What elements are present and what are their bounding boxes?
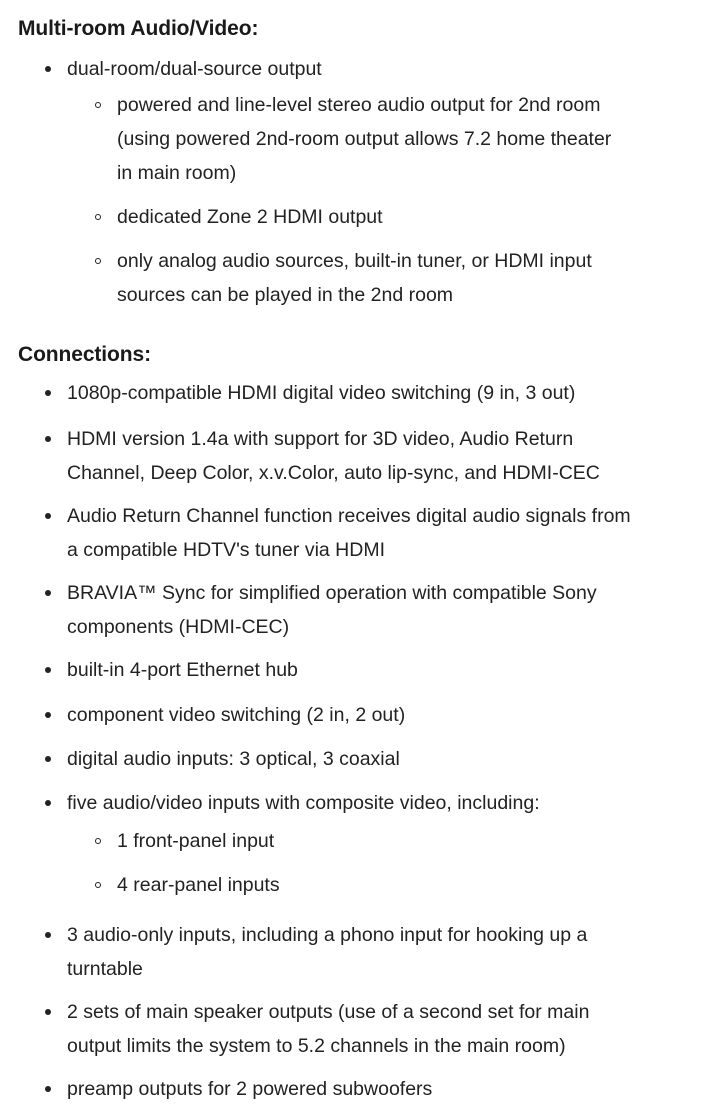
circle-bullet-icon xyxy=(95,882,101,888)
bullet-icon xyxy=(45,1009,51,1015)
bullet-icon xyxy=(45,667,51,673)
bullet-icon xyxy=(45,800,51,806)
list-item-line: five audio/video inputs with composite video, including: xyxy=(67,792,540,814)
sub-list-item-line: sources can be played in the 2nd room xyxy=(117,284,454,306)
list-item-line: preamp outputs for 2 powered subwoofers xyxy=(67,1078,433,1100)
sub-list-item-line: powered and line-level stereo audio output for 2nd room xyxy=(117,94,601,116)
sub-list-item-line: (using powered 2nd-room output allows 7.2 home theater xyxy=(117,128,612,150)
sub-list-item-line: 4 rear-panel inputs xyxy=(117,874,280,896)
section-heading-connections: Connections: xyxy=(18,343,151,366)
list-item: dual-room/dual-source output xyxy=(67,58,322,80)
bullet-icon xyxy=(45,513,51,519)
bullet-icon xyxy=(45,1086,51,1092)
bullet-icon xyxy=(45,590,51,596)
bullet-icon xyxy=(45,390,51,396)
bullet-icon xyxy=(45,66,51,72)
circle-bullet-icon xyxy=(95,838,101,844)
list-item-line: built-in 4-port Ethernet hub xyxy=(67,659,298,681)
list-item-line: turntable xyxy=(67,958,143,980)
sub-list-item-line: in main room) xyxy=(117,162,237,184)
list-item-line: component video switching (2 in, 2 out) xyxy=(67,704,406,726)
sub-list-item-line: dedicated Zone 2 HDMI output xyxy=(117,206,383,228)
bullet-icon xyxy=(45,436,51,442)
section-heading-multi-room: Multi-room Audio/Video: xyxy=(18,17,259,40)
list-item-line: BRAVIA™ Sync for simplified operation with compatible Sony xyxy=(67,582,597,604)
bullet-icon xyxy=(45,756,51,762)
list-item-line: digital audio inputs: 3 optical, 3 coaxial xyxy=(67,748,400,770)
list-item-line: 3 audio-only inputs, including a phono input for hooking up a xyxy=(67,924,588,946)
list-item-line: 2 sets of main speaker outputs (use of a second set for main xyxy=(67,1001,590,1023)
list-item-line: 1080p-compatible HDMI digital video switching (9 in, 3 out) xyxy=(67,382,576,404)
circle-bullet-icon xyxy=(95,102,101,108)
bullet-icon xyxy=(45,712,51,718)
circle-bullet-icon xyxy=(95,258,101,264)
list-item-line: output limits the system to 5.2 channels in the main room) xyxy=(67,1035,566,1057)
list-item-line: HDMI version 1.4a with support for 3D video, Audio Return xyxy=(67,428,574,450)
sub-list-item-line: only analog audio sources, built-in tuner, or HDMI input xyxy=(117,250,592,272)
bullet-icon xyxy=(45,932,51,938)
circle-bullet-icon xyxy=(95,214,101,220)
list-item-line: components (HDMI-CEC) xyxy=(67,616,290,638)
sub-list-item-line: 1 front-panel input xyxy=(117,830,275,852)
list-item-line: a compatible HDTV's tuner via HDMI xyxy=(67,539,385,561)
list-item-line: Audio Return Channel function receives digital audio signals from xyxy=(67,505,631,527)
list-item-line: Channel, Deep Color, x.v.Color, auto lip-sync, and HDMI-CEC xyxy=(67,462,600,484)
